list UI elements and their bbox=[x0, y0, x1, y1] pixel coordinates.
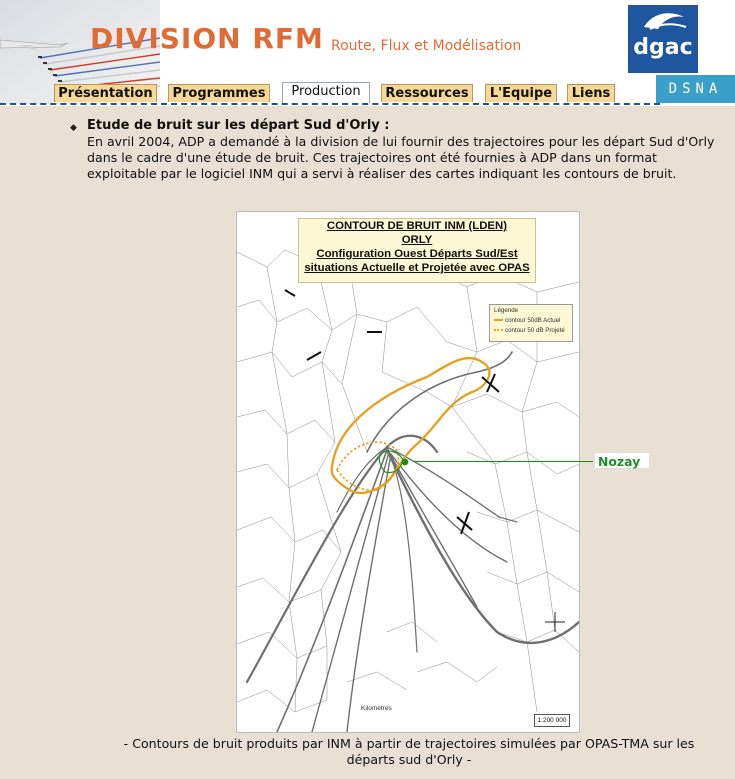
tab-equipe[interactable]: L'Equipe bbox=[485, 84, 557, 102]
map-title-line-4: situations Actuelle et Projetée avec OPAS bbox=[304, 262, 530, 274]
dsna-logo[interactable]: DSNA bbox=[656, 75, 735, 103]
map-caption: - Contours de bruit produits par INM à partir de trajectoires simulées par OPAS-TMA sur les départs sud d'Orly - bbox=[123, 736, 695, 767]
dgac-logo[interactable] bbox=[628, 5, 698, 73]
map-scale-box: 1:200 000 bbox=[534, 714, 570, 727]
legend-item-actual-label: contour 50dB Actuel bbox=[505, 317, 561, 324]
bird-emblem-icon bbox=[628, 5, 698, 39]
map-legend bbox=[489, 304, 573, 342]
tab-liens[interactable]: Liens bbox=[567, 84, 615, 102]
main-content bbox=[0, 106, 735, 779]
legend-item-actual bbox=[494, 317, 560, 324]
map-title-box bbox=[298, 218, 536, 283]
tab-presentation[interactable]: Présentation bbox=[54, 84, 157, 102]
solid-line-swatch-icon bbox=[494, 319, 503, 321]
callout-leader-line bbox=[413, 461, 593, 462]
header-divider bbox=[0, 103, 660, 105]
kilometre-scale-label: Kilomètres bbox=[361, 705, 392, 712]
bullet-icon: ◆ bbox=[70, 123, 77, 133]
dotted-line-swatch-icon bbox=[494, 329, 503, 331]
legend-title: Légende bbox=[494, 307, 519, 314]
section-body: En avril 2004, ADP a demandé à la division de lui fournir des trajectoires pour les départ Sud d'Orly dans le cadre d'une étude de bruit. Ces trajectoires ont été fournies à ADP dans un format exploitable par le logiciel INM qui a servi à réaliser des cartes indiquant les contours de bruit. bbox=[87, 134, 715, 181]
dgac-logo-text: dgac bbox=[633, 35, 693, 60]
map-title-line-1: CONTOUR DE BRUIT INM (LDEN) bbox=[326, 220, 508, 232]
tab-programmes[interactable]: Programmes bbox=[168, 84, 270, 102]
site-header bbox=[0, 0, 735, 106]
map-title-line-3: Configuration Ouest Départs Sud/Est bbox=[316, 248, 518, 260]
legend-item-projected-label: contour 50 dB Projeté bbox=[505, 327, 565, 334]
legend-item-projected bbox=[494, 327, 565, 334]
tab-ressources[interactable]: Ressources bbox=[381, 84, 473, 102]
site-subtitle: Route, Flux et Modélisation bbox=[331, 38, 522, 54]
tab-production[interactable]: Production bbox=[282, 82, 370, 103]
noise-contour-map[interactable] bbox=[236, 211, 580, 733]
map-drawing bbox=[237, 212, 579, 732]
section-title: Etude de bruit sur les départ Sud d'Orly : bbox=[87, 118, 390, 133]
site-title: DIVISION RFM bbox=[90, 22, 324, 55]
nozay-callout: Nozay bbox=[594, 452, 650, 469]
map-title-line-2: ORLY bbox=[401, 234, 433, 246]
